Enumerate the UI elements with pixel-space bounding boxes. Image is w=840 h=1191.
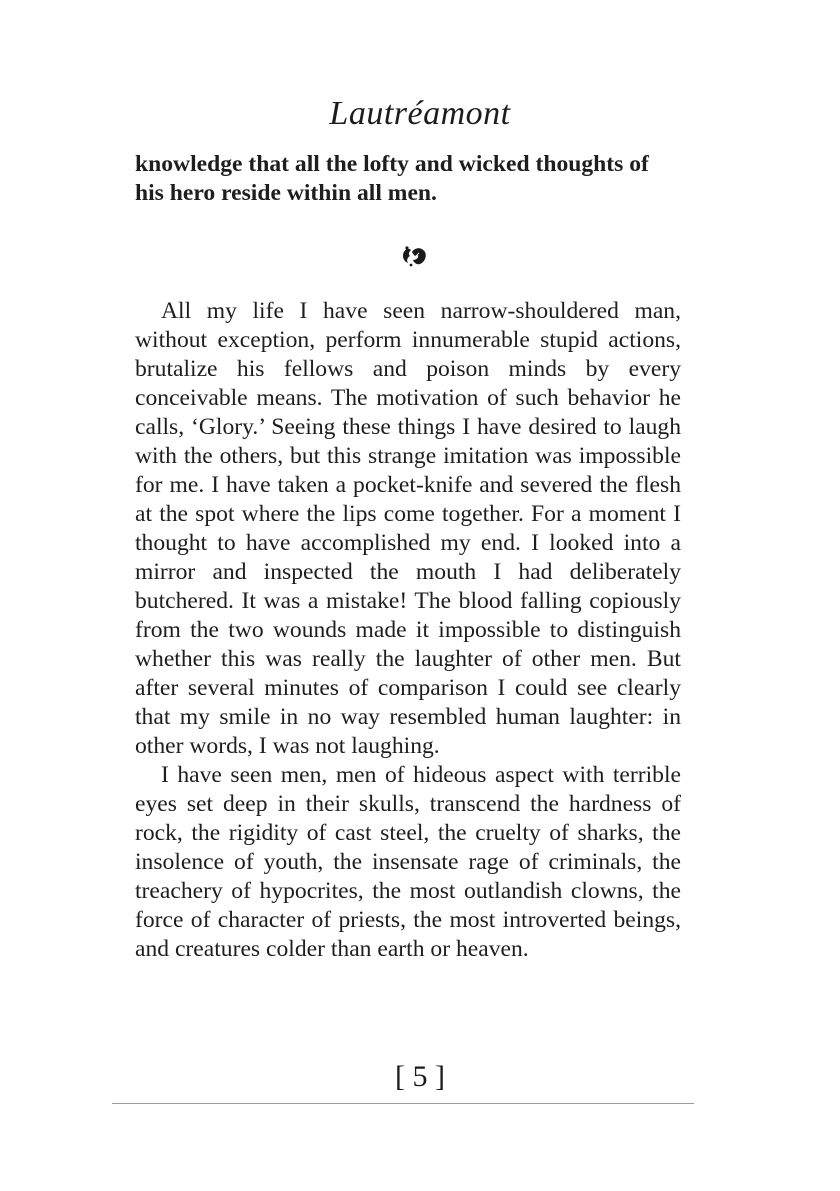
paragraph-2: I have seen men, men of hideous aspect with terrible eyes set deep in their skulls, transcend the hardness of rock, the rigidity of cast steel, the cruelty of sharks, the insolence of youth, the insensate rage of criminals, the treachery of hypocrites, the most outlandish clowns, the force of character of priests, the most introverted beings, and creatures colder than earth or heaven. [135, 762, 681, 962]
main-text [135, 297, 681, 964]
carry-over-paragraph [135, 150, 681, 208]
page-number: [ 5 ] [395, 1060, 445, 1093]
footer-rule [112, 1103, 694, 1104]
paragraph-1: All my life I have seen narrow-shouldered man, without exception, perform innumerable stupid actions, brutalize his fellows and poison minds by every conceivable means. The motivation of such behavior he calls, ‘Glory.’ Seeing these things I have desired to laugh with the others, but this strange imitation was impossible for me. I have taken a pocket-knife and severed the flesh at the spot where the lips come together. For a moment I thought to have accomplished my end. I looked into a mirror and inspected the mouth I had deliberately butchered. It was a mistake! The blood falling copiously from the two wounds made it impossible to distinguish whether this was really the laughter of other men. But after several minutes of comparison I could see clearly that my smile in no way resembled human laughter: in other words, I was not laughing. [135, 298, 681, 759]
fleuron-ornament-icon [400, 244, 428, 268]
carry-over-text: knowledge that all the lofty and wicked thoughts of his hero reside within all men. [135, 151, 649, 206]
running-head: Lautréamont [329, 95, 511, 132]
